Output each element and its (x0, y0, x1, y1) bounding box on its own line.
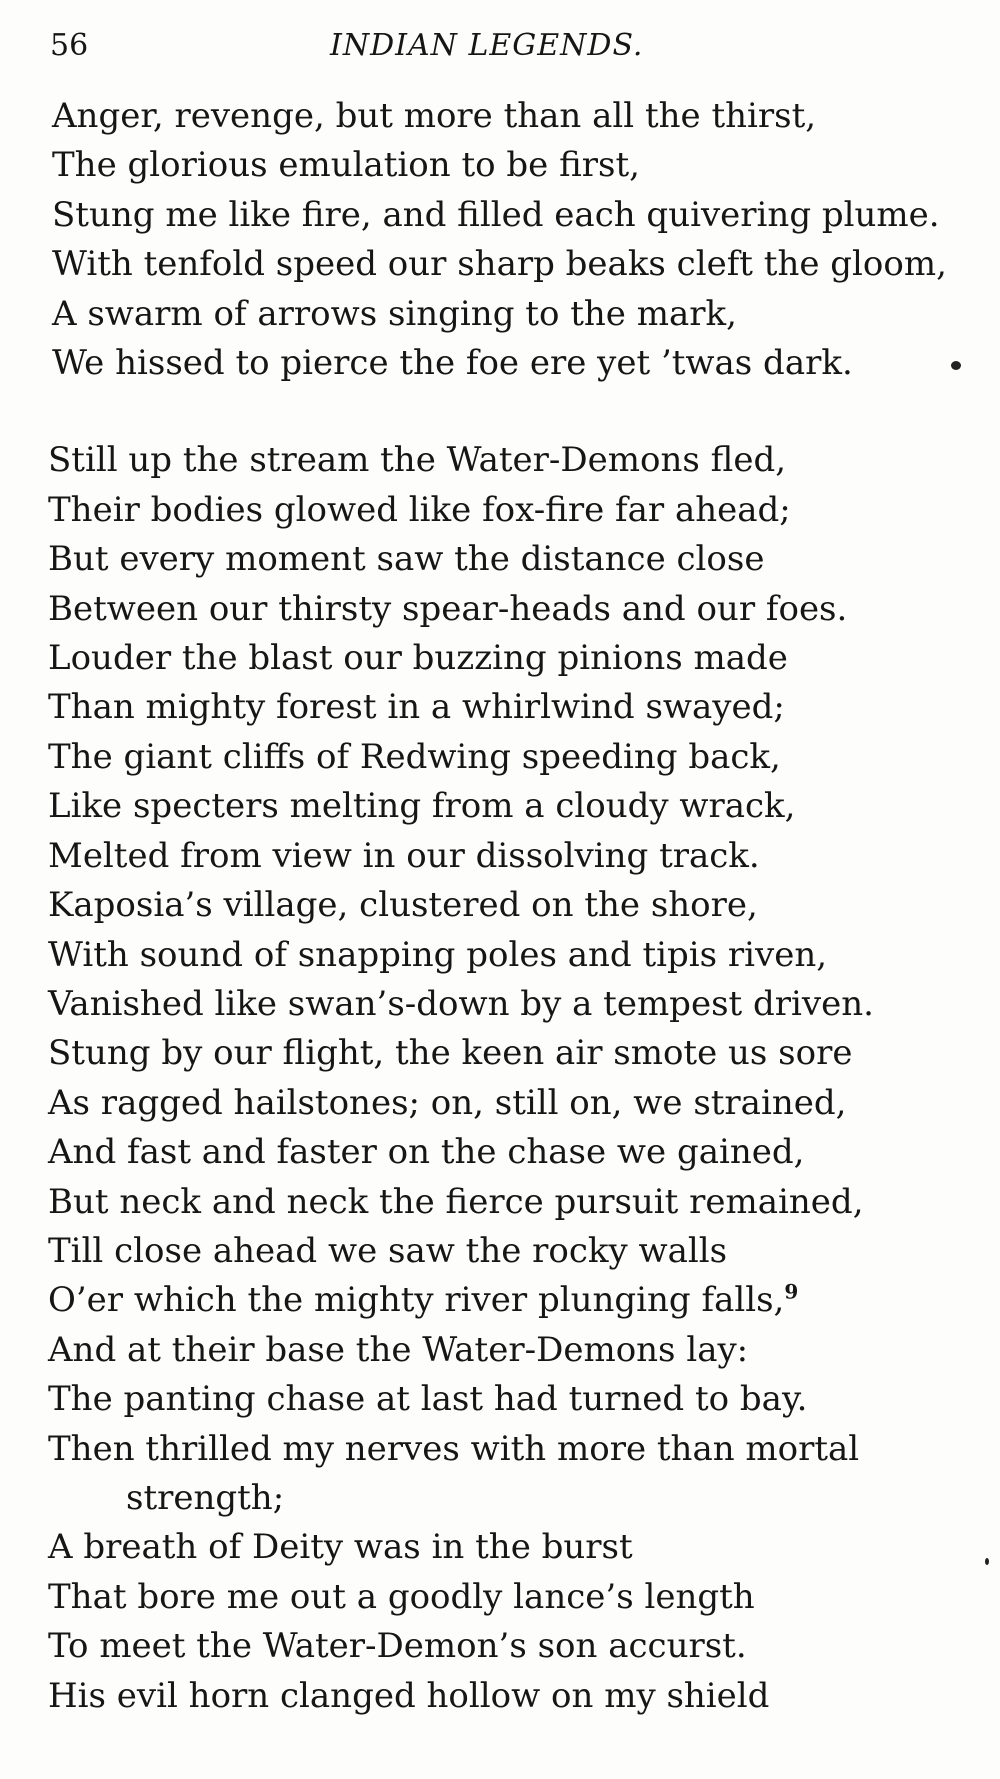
verse-line: Than mighty forest in a whirlwind swayed; (48, 687, 785, 728)
verse-line: And fast and faster on the chase we gained, (48, 1132, 805, 1173)
verse-line: The glorious emulation to be first, (52, 145, 640, 186)
scan-speck (985, 1558, 989, 1565)
verse-line: Melted from view in our dissolving track. (48, 835, 760, 876)
verse-line: Louder the blast our buzzing pinions made (48, 638, 788, 679)
page-header (50, 26, 950, 66)
verse-line: A swarm of arrows singing to the mark, (52, 293, 737, 334)
verse-line: But neck and neck the fierce pursuit remained, (48, 1181, 864, 1222)
scan-speck (951, 361, 961, 370)
verse-line: Then thrilled my nerves with more than mortal (48, 1428, 860, 1469)
verse-line: And at their base the Water-Demons lay: (48, 1329, 749, 1370)
verse-line: As ragged hailstones; on, still on, we strained, (48, 1082, 847, 1123)
stanza-1 (52, 92, 952, 388)
verse-line: His evil horn clanged hollow on my shield (48, 1675, 770, 1716)
verse-line: To meet the Water-Demon’s son accurst. (48, 1626, 747, 1667)
verse-line: With tenfold speed our sharp beaks cleft the gloom, (52, 244, 947, 285)
running-title: INDIAN LEGENDS. (330, 28, 644, 63)
verse-line: Like specters melting from a cloudy wrack, (48, 786, 796, 827)
verse-line: Kaposia’s village, clustered on the shore, (48, 885, 758, 926)
verse-line: The giant cliffs of Redwing speeding back, (48, 736, 781, 777)
footnote-reference: 9 (784, 1280, 799, 1305)
page-number: 56 (50, 28, 89, 63)
verse-line-continuation: strength; (126, 1477, 285, 1518)
verse-line: That bore me out a goodly lance’s length (48, 1576, 755, 1617)
verse-line: Between our thirsty spear-heads and our foes. (48, 588, 848, 629)
verse-line-text: O’er which the mighty river plunging falls, (48, 1280, 785, 1321)
verse-line: Still up the stream the Water-Demons fled, (48, 440, 787, 481)
verse-line: Till close ahead we saw the rocky walls (48, 1230, 728, 1271)
verse-line: A breath of Deity was in the burst (48, 1527, 633, 1568)
verse-line-with-footnote (48, 1276, 952, 1325)
verse-line: Stung by our flight, the keen air smote us sore (48, 1033, 853, 1074)
verse-line: Anger, revenge, but more than all the thirst, (52, 96, 817, 136)
verse-line: Their bodies glowed like fox-fire far ahead; (48, 489, 791, 530)
verse-line: But every moment saw the distance close (48, 539, 765, 580)
verse-line: Stung me like fire, and filled each quivering plume. (52, 194, 940, 235)
verse-line: Vanished like swan’s-down by a tempest driven. (48, 983, 874, 1024)
verse-line: The panting chase at last had turned to bay. (48, 1379, 808, 1420)
stanza-2 (48, 436, 952, 1721)
verse-line: We hissed to pierce the foe ere yet ’twas dark. (52, 343, 853, 384)
poem-body (48, 92, 952, 1721)
verse-line: With sound of snapping poles and tipis riven, (48, 934, 828, 975)
